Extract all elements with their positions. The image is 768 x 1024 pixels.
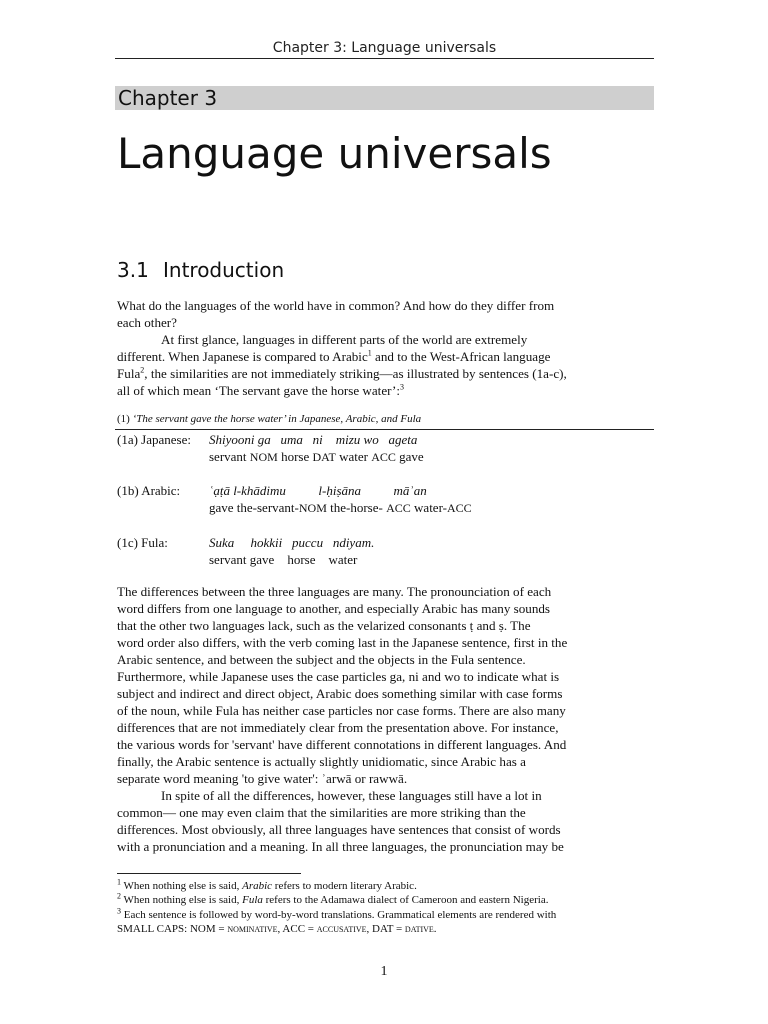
- footnote-ref: 1: [367, 348, 372, 358]
- example-1b: [117, 482, 472, 517]
- footnote-3: [117, 905, 557, 922]
- body-line: subject and indirect and direct object, Arabic does something similar with case forms: [117, 686, 563, 701]
- footnote-text: refers to the Adamawa dialect of Cameroon and eastern Nigeria.: [262, 894, 549, 907]
- footnote-ref: 3: [399, 382, 404, 392]
- intro-line: each other?: [117, 315, 177, 330]
- body-line: In spite of all the differences, however, these languages still have a lot in: [161, 788, 542, 803]
- gloss-word: servant: [209, 449, 250, 464]
- footnote-1: [117, 879, 556, 893]
- text-span: , the similarities are not immediately striking—as illustrated by sentences (1a-c),: [144, 366, 567, 381]
- page-number: 1: [380, 964, 388, 979]
- footnote-mark: 1: [117, 877, 121, 887]
- body-line: Furthermore, while Japanese uses the case particles ga, ni and wo to indicate what is: [117, 669, 560, 684]
- gloss-case: ACC: [371, 450, 396, 464]
- example-1a: [117, 431, 424, 466]
- body-line: finally, the Arabic sentence is actually slightly unidiomatic, since Arabic has a: [117, 754, 526, 769]
- gloss-word: horse: [277, 449, 313, 464]
- chapter-label: Chapter 3: [115, 86, 654, 110]
- text-span: and to the West-African language: [371, 349, 551, 364]
- footnote-text: When nothing else is said,: [121, 880, 243, 892]
- gloss-case: ACC: [386, 501, 411, 515]
- body-line: The differences between the three languages are many. The pronounciation of each: [117, 584, 552, 599]
- chapter-title: Language universals: [117, 129, 552, 178]
- section-heading: [117, 257, 284, 283]
- gloss-word: gave the-servant-: [209, 500, 299, 515]
- body-text: [117, 583, 653, 855]
- gloss-word: gave: [395, 449, 424, 464]
- footnote-3-line2: SMALL CAPS: NOM = nominative, ACC = accusative, DAT = dative.: [117, 922, 437, 935]
- body-line: the various words for 'servant' have different connotations in different languages. And: [117, 737, 567, 752]
- example-gloss: [117, 499, 472, 517]
- footnote-italic: Fula: [242, 894, 263, 907]
- example-1c: [117, 534, 374, 568]
- body-line: with a pronunciation and a meaning. In all three languages, the pronunciation may be: [117, 839, 564, 854]
- footnote-rule: [117, 873, 301, 874]
- text-span: Fula: [117, 366, 141, 381]
- body-line: Arabic sentence, and between the subject and the objects in the Fula sentence.: [117, 652, 526, 667]
- example-caption: [117, 413, 421, 425]
- footnote-italic: Arabic: [242, 880, 273, 892]
- gloss-word: water-: [410, 500, 447, 515]
- gloss-case: ACC: [446, 501, 472, 515]
- body-line: separate word meaning 'to give water': ʾarwā or rawwā.: [117, 771, 408, 786]
- text-span: all of which mean ‘The servant gave the horse water’:: [117, 383, 400, 398]
- body-line: differences that are not immediately clear from the presentation above. For instance,: [117, 720, 559, 735]
- body-line: that the other two languages lack, such as the velarized consonants ṭ and ṣ. The: [117, 618, 531, 633]
- body-line: word differs from one language to another, and especially Arabic has many sounds: [117, 601, 551, 616]
- intro-line: [117, 382, 653, 399]
- gloss-case: DAT: [312, 450, 336, 464]
- gloss-case: NOM: [298, 501, 327, 515]
- intro-line: [117, 348, 653, 365]
- intro-text: [117, 297, 653, 399]
- example-caption-text: ‘The servant gave the horse water’ in Japanese, Arabic, and Fula: [132, 413, 422, 425]
- intro-line: [117, 365, 653, 382]
- intro-line: At first glance, languages in different parts of the world are extremely: [161, 332, 528, 347]
- example-gloss: servant gave horse water: [209, 552, 358, 567]
- running-header: Chapter 3: Language universals: [272, 40, 497, 56]
- example-source: ʿạṭā l-khādimu l-ḥiṣāna māʾan: [209, 483, 427, 498]
- section-number: 3.1: [117, 258, 149, 282]
- footnote-2: [117, 893, 556, 907]
- section-title: Introduction: [163, 258, 285, 282]
- footnote-mark: 3: [117, 905, 121, 915]
- footnote-text: refers to modern literary Arabic.: [272, 880, 417, 892]
- footnote-ref: 2: [140, 365, 145, 375]
- example-source: Suka hokkii puccu ndiyam.: [209, 535, 375, 550]
- footnote-text: Each sentence is followed by word-by-word translations. Grammatical elements are rendered with: [121, 908, 557, 921]
- example-rule: [115, 429, 654, 430]
- intro-line: What do the languages of the world have in common? And how do they differ from: [117, 298, 555, 313]
- body-line: of the noun, while Fula has neither case particles nor case forms. There are also many: [117, 703, 566, 718]
- footnote-mark: 2: [117, 891, 121, 901]
- body-line: word order also differs, with the verb coming last in the Japanese sentence, first in the: [117, 635, 568, 650]
- example-source: Shiyooni ga uma ni mizu wo ageta: [209, 432, 418, 447]
- footnotes: [117, 879, 556, 936]
- example-number: (1): [117, 413, 130, 425]
- text-span: different. When Japanese is compared to Arabic: [117, 349, 368, 364]
- example-label: (1b) Arabic:: [117, 483, 181, 498]
- footnote-text: When nothing else is said,: [121, 894, 243, 907]
- gloss-word: the-horse-: [326, 500, 387, 515]
- example-gloss: [117, 448, 424, 466]
- example-label: (1a) Japanese:: [117, 432, 191, 447]
- body-line: differences. Most obviously, all three languages have sentences that consist of words: [117, 822, 561, 837]
- gloss-case: NOM: [249, 450, 278, 464]
- body-line: common— one may even claim that the similarities are more striking than the: [117, 805, 526, 820]
- example-label: (1c) Fula:: [117, 535, 168, 550]
- header-rule: [115, 58, 654, 59]
- gloss-word: water: [335, 449, 372, 464]
